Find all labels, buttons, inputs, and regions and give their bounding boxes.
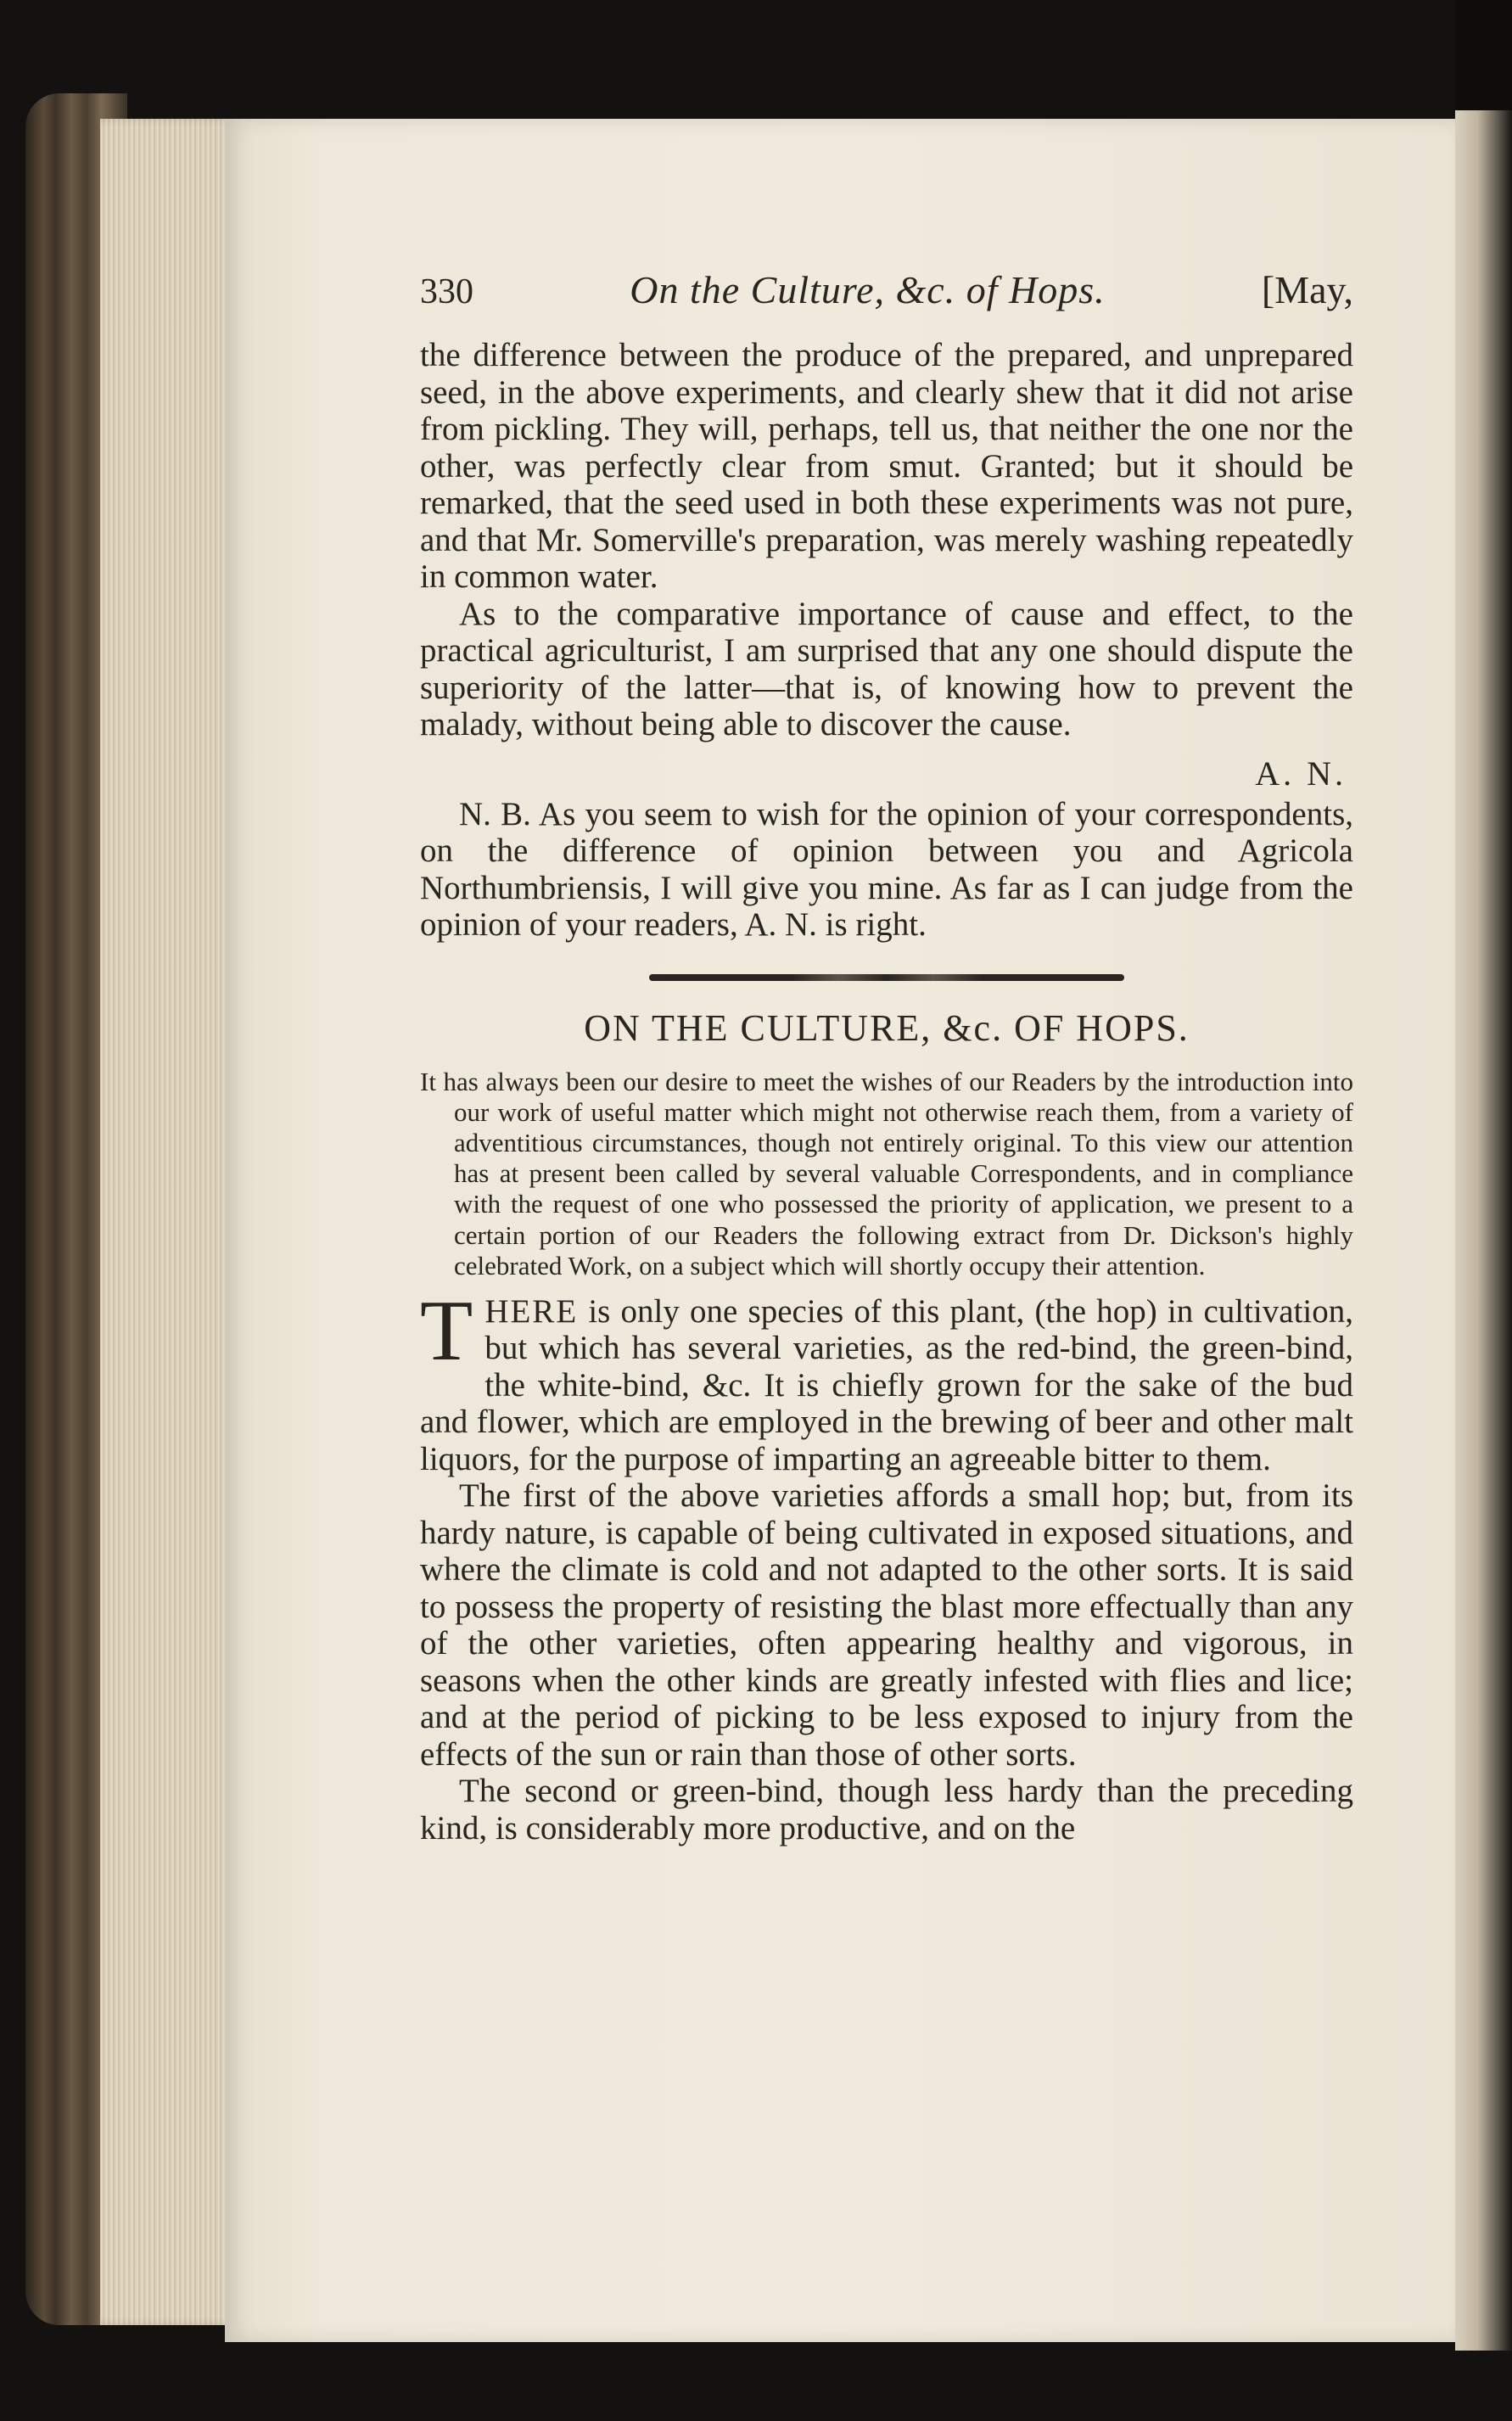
- running-title: On the Culture, &c. of Hops.: [630, 268, 1106, 311]
- lead-word: HERE: [484, 1292, 579, 1330]
- running-month: [May,: [1261, 268, 1353, 311]
- letter-paragraph-1: the difference between the produce of the prepared, and unprepared seed, in the above experiments, and clearly shew that it did not arise from pickling. They will, perhaps, tell us, that neither the one nor the other, was perfectly clear from smut. Granted; but it should be remarked, that the seed used in both these experiments was not pure, and that Mr. Somerville's preparation, was merely washing repeatedly in common water.: [420, 337, 1353, 595]
- section-heading: ON THE CULTURE, &c. OF HOPS.: [584, 1006, 1190, 1049]
- article-paragraph-1: [420, 1282, 1353, 1478]
- running-head: [420, 267, 1353, 318]
- section-divider-ornament: [649, 974, 1124, 981]
- article-paragraph-3: The second or green-bind, though less hardy than the preceding kind, is considerably more productive, and on the: [420, 1773, 1353, 1847]
- letter-signature: A. N.: [1255, 754, 1347, 793]
- article-paragraph-1-text: is only one species of this plant, (the hop) in cultivation, but which has several varieties, as the red-bind, the green-bind, the white-bind, &c. It is chiefly grown for the sake of the bud and flower, which are employed in the brewing of beer and other malt liquors, for the purpose of imparting an agreeable bitter to them.: [420, 1292, 1353, 1477]
- article-paragraph-2: The first of the above varieties affords a small hop; but, from its hardy nature, is capable of being cultivated in exposed situations, and where the climate is cold and not adapted to the other sorts. It is said to possess the property of resisting the blast more effectually than any of the other varieties, often appearing healthy and vigorous, in seasons when the other kinds are greatly infested with flies and lice; and at the period of picking to be less exposed to injury from the effects of the sun or rain than those of other sorts.: [420, 1477, 1353, 1773]
- page-edges: [100, 119, 240, 2325]
- background-dark: [1455, 0, 1512, 110]
- letter-paragraph-2: As to the comparative importance of cause and effect, to the practical agriculturist, I am surprised that any one should dispute the superiority of the latter—that is, of knowing how to prevent the malady, without being able to discover the cause.: [420, 595, 1353, 743]
- drop-cap-letter: T: [420, 1282, 473, 1379]
- article-introduction: It has always been our desire to meet the wishes of our Readers by the introduction into our work of useful matter which might not otherwise reach them, from a variety of adventitious circumstances, though not entirely original. To this view our attention has at present been called by several valuable Correspondents, and in compliance with the request of one who possessed the priority of application, we present to a certain portion of our Readers the following extract from Dr. Dickson's highly celebrated Work, on a subject which will shortly occupy their attention.: [420, 1066, 1353, 1281]
- facing-page-edge: [1455, 110, 1512, 2351]
- page-number: 330: [420, 272, 473, 311]
- page-content: [420, 267, 1353, 1847]
- letter-postscript: N. B. As you seem to wish for the opinion of your correspondents, on the difference of opinion between you and Agricola Northumbriensis, I will give you mine. As far as I can judge from the opinion of your readers, A. N. is right.: [420, 795, 1353, 943]
